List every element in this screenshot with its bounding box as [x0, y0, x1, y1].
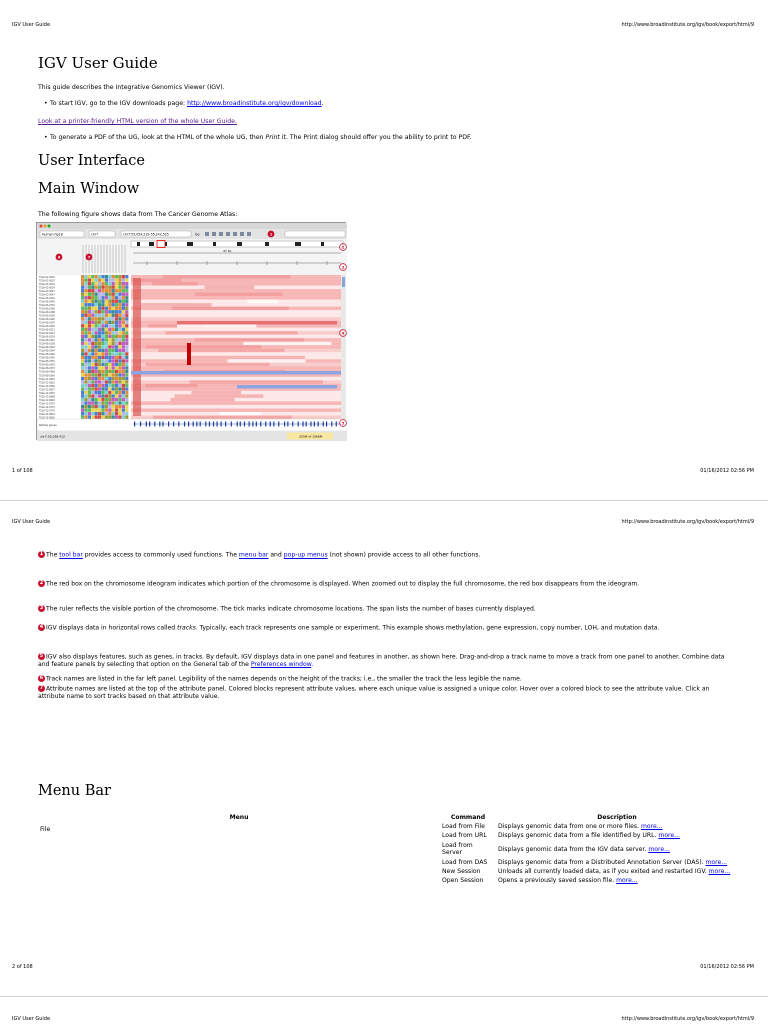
badge-1-icon: 1	[39, 551, 44, 557]
callout-1-icon: 1	[269, 232, 273, 237]
badge-7-icon: 7	[39, 685, 44, 691]
track-name: TCGA-12-0688	[39, 395, 55, 399]
track-name: TCGA-06-0145	[39, 300, 55, 304]
track-name: TCGA-02-0027	[39, 289, 55, 293]
callout-2-text: 2 The red box on the chromosome ideogram indicates which portion of the chromosome is displayed. When zoomed out to display the full chromosome, the red box disappears from the ideogram.	[39, 580, 640, 588]
track-name: TCGA-06-0195	[39, 318, 55, 322]
section-main-window: Main Window	[38, 181, 140, 197]
track-name: TCGA-12-0656	[39, 384, 55, 388]
ruler-span: 47 kb	[223, 249, 232, 253]
track-name: TCGA-06-0185	[39, 307, 55, 311]
track-name: TCGA-06-0190	[39, 314, 55, 318]
status-locus: chr7:55,038,412	[40, 434, 65, 439]
menu-table	[38, 813, 738, 886]
page-header-2	[12, 519, 754, 525]
track-name: TCGA-08-0386	[39, 370, 55, 374]
track-name: TCGA-06-0188	[39, 311, 55, 315]
header-url: http://www.broadinstitute.org/igv/book/export/html/9	[621, 22, 754, 28]
track-name: TCGA-06-0213	[39, 332, 55, 336]
header-url-3: http://www.broadinstitute.org/igv/book/export/html/9	[621, 1016, 754, 1022]
callout-6-icon: 6	[57, 255, 61, 260]
menu-bar-link[interactable]: menu bar	[238, 551, 269, 559]
igv-screenshot-figure	[36, 222, 346, 440]
track-name: TCGA-06-0211	[39, 328, 55, 332]
callout-5-icon: 5	[341, 421, 345, 426]
description: Displays genomic data from the IGV data server. more...	[498, 845, 670, 853]
section-menu-bar: Menu Bar	[38, 783, 111, 799]
menu-file: File	[40, 826, 51, 833]
command: New Session	[442, 868, 481, 876]
track-name: TCGA-12-0819	[39, 412, 55, 416]
description: Displays genomic data from one or more files. more...	[498, 823, 663, 830]
printer-friendly-link[interactable]: Look at a printer-friendly HTML version of the whole User Guide.	[38, 118, 237, 125]
track-name: TCGA-02-0014	[39, 282, 55, 286]
igv-screenshot	[37, 223, 347, 441]
track-name: TCGA-08-0352	[39, 360, 55, 364]
footer-timestamp-2: 01/16/2012 02:56 PM	[700, 964, 754, 970]
track-name: TCGA-12-0620	[39, 377, 55, 381]
description: Displays genomic data from a file identified by URL. more...	[498, 832, 680, 840]
col-menu: Menu	[229, 814, 249, 821]
track-name: TCGA-06-0240	[39, 346, 55, 350]
header-title-2: IGV User Guide	[12, 519, 51, 525]
track-name: TCGA-08-0359	[39, 363, 55, 367]
track-name: TCGA-12-0657	[39, 388, 55, 392]
description: Unloads all currently loaded data, as if you exited and restarted IGV. more...	[498, 868, 731, 876]
badge-6-icon: 6	[39, 675, 44, 681]
track-name: TCGA-06-0143	[39, 296, 55, 300]
figure-caption: The following figure shows data from The Cancer Genome Atlas:	[38, 211, 238, 218]
bullet-pdf: • To generate a PDF of the UG, look at the HTML of the whole UG, then Print it. The Print dialog should offer you the ability to print to PDF.	[50, 134, 472, 141]
page-separator	[0, 500, 768, 501]
track-name: TCGA-08-0244	[39, 349, 55, 353]
col-command: Command	[450, 814, 486, 821]
footer-page-1: 1 of 108	[12, 468, 33, 474]
more-link[interactable]: more...	[658, 832, 680, 840]
intro-text: This guide describes the Integrative Genomics Viewer (IGV).	[38, 84, 225, 91]
track-name: TCGA-06-0197	[39, 321, 55, 325]
tool-bar-link[interactable]: tool bar	[59, 551, 83, 559]
description: Opens a previously saved session file. more...	[498, 877, 638, 885]
track-name: TCGA-02-0007	[39, 279, 55, 283]
download-link[interactable]: http://www.broadinstitute.org/igv/download	[187, 100, 322, 107]
header-title: IGV User Guide	[12, 22, 51, 28]
more-link[interactable]: more...	[616, 877, 638, 885]
go-button: Go	[195, 232, 200, 237]
status-memory: 255M of 1066M	[299, 434, 323, 439]
more-link[interactable]: more...	[705, 858, 728, 866]
table-header	[38, 813, 738, 822]
track-name: TCGA-12-0622	[39, 381, 55, 385]
more-link[interactable]: more...	[640, 823, 663, 830]
genome-dropdown: Human hg18	[42, 232, 63, 237]
command: Open Session	[442, 877, 484, 885]
bullet-start-igv: • To start IGV, go to the IGV downloads page: http://www.broadinstitute.org/igv/download.	[50, 100, 324, 107]
description: Displays genomic data from a Distributed Annotation Server (DAS). more...	[498, 858, 728, 866]
page-footer-2	[12, 964, 754, 970]
callout-4-icon: 4	[341, 331, 345, 336]
chromosome-dropdown: chr7	[91, 232, 99, 237]
track-name: TCGA-06-0154	[39, 304, 55, 308]
command: Load from DAS	[442, 858, 488, 866]
command: Load from Server	[442, 841, 473, 857]
locus-box: chr7:55,054,219-55,242,525	[123, 232, 169, 237]
track-name: TCGA-08-0246	[39, 353, 55, 357]
footer-timestamp-1: 01/16/2012 02:56 PM	[700, 468, 754, 474]
track-name: TCGA-12-0707	[39, 402, 55, 406]
command: Load from File	[442, 823, 485, 830]
track-name: TCGA-12-0776	[39, 409, 55, 413]
callout-6-text: 6 Track names are listed in the far left panel. Legibility of the names depends on the height of the tracks; i.e., the smaller the track the less legible the name.	[39, 675, 522, 683]
table-row	[38, 822, 738, 831]
section-user-interface: User Interface	[38, 153, 145, 169]
track-name: TCGA-08-0373	[39, 367, 55, 371]
callout-7-text: 7 Attribute names are listed at the top of the attribute panel. Colored blocks represent attribute values, where each unique value is assigned a unique color. Hover over a colored block to see the attribute value. Click an attribute name to sort tracks based on that attribute value.	[38, 685, 710, 700]
badge-4-icon: 4	[39, 624, 44, 630]
callout-5-text: 5 IGV also displays features, such as genes, in tracks. By default, IGV displays data in one panel and features in another, as shown here. Drag-and-drop a track name to move a track from one panel to another. Combine data and feature panels by selecting that option on the General tab of the Preferences window.	[38, 653, 725, 668]
track-name: TCGA-08-0345	[39, 356, 55, 360]
col-description: Description	[597, 814, 637, 821]
footer-page-2: 2 of 108	[12, 964, 33, 970]
track-name: TCGA-02-0003	[39, 275, 55, 279]
command: Load from URL	[442, 832, 487, 840]
header-title-3: IGV User Guide	[12, 1016, 51, 1022]
track-name: TCGA-08-0390	[39, 374, 55, 378]
track-name: TCGA-06-0221	[39, 339, 55, 343]
badge-3-icon: 3	[39, 605, 44, 611]
track-name: TCGA-02-0024	[39, 286, 55, 290]
track-name: TCGA-06-0209	[39, 325, 55, 329]
track-name: TCGA-02-0047	[39, 293, 55, 297]
header-url-2: http://www.broadinstitute.org/igv/book/export/html/9	[621, 519, 754, 525]
more-link[interactable]: more...	[708, 868, 731, 876]
callout-7-icon: 7	[87, 255, 91, 260]
badge-5-icon: 5	[39, 653, 44, 659]
track-name: TCGA-12-0820	[39, 416, 55, 420]
track-name: TCGA-12-0772	[39, 405, 55, 409]
callout-4-text: 4 IGV displays data in horizontal rows called tracks. Typically, each track represents one sample or experiment. This example shows methylation, gene expression, copy number, LOH, and mutation data.	[39, 624, 660, 632]
page-header	[12, 22, 754, 28]
page-separator-2	[0, 996, 768, 997]
more-link[interactable]: more...	[648, 845, 670, 853]
callout-1-text: 1 The tool bar provides access to commonly used functions. The menu bar and pop-up menus (not shown) provide access to all other functions.	[39, 551, 481, 559]
track-name: TCGA-12-0670	[39, 391, 55, 395]
callout-3-text: 3 The ruler reflects the visible portion of the chromosome. The tick marks indicate chromosome locations. The span lists the number of bases currently displayed.	[39, 605, 536, 613]
page-footer-1	[12, 468, 754, 474]
track-name: TCGA-06-0214	[39, 335, 55, 339]
callout-3-icon: 3	[341, 265, 345, 270]
refseq-track-name: RefSeq genes	[39, 424, 57, 427]
preferences-window-link[interactable]: Preferences window	[250, 660, 312, 668]
page-title: IGV User Guide	[38, 54, 158, 72]
page-header-3	[12, 1016, 754, 1022]
track-name: TCGA-12-0692	[39, 398, 55, 402]
popup-menus-link[interactable]: pop-up menus	[283, 551, 328, 559]
badge-2-icon: 2	[39, 580, 44, 586]
callout-2-icon: 2	[341, 245, 345, 250]
track-name: TCGA-06-0238	[39, 342, 55, 346]
